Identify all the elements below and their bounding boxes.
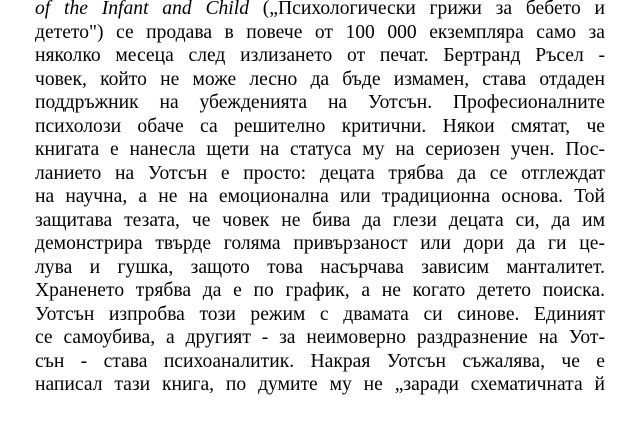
text-line: книгата е нанесла щети на статуса му на сериозен учен. Пос-: [35, 139, 605, 160]
text-line-content: („Психологически грижи за бебето и: [249, 0, 606, 19]
text-line: се самоубива, а другият - за неимоверно раздразнение на Уот-: [35, 327, 605, 348]
text-line: лува и гушка, защото това насърчава зависим манталитет.: [35, 256, 605, 278]
text-line: [35, 0, 605, 21]
text-line: демонстрира твърде голяма привързаност или дори да ги це-: [35, 233, 605, 254]
text-line: няколко месеца след излизането от печат. Бертранд Ръсел -: [35, 45, 605, 66]
text-line: написал тази книга, по думите му не „заради схематичната й: [35, 374, 605, 395]
text-line: поддръжник на убежденията на Уотсън. Професионалните: [35, 92, 605, 113]
text-line: защитава тезата, че човек не бива да глези децата си, да им: [35, 209, 605, 231]
text-line: Храненето трябва да е по график, а не когато детето поиска.: [35, 280, 605, 301]
text-line: детето") се продава в повече от 100 000 екземпляра само за: [35, 21, 605, 43]
text-line: човек, който не може лесно да бъде измамен, става отдаден: [35, 68, 605, 90]
body-text: [35, 0, 605, 397]
text-line: ланието на Уотсън е просто: децата трябва да се отглеждат: [35, 162, 605, 184]
text-line: Уотсън изпробва този режим с двамата си синове. Единият: [35, 303, 605, 325]
text-line: сън - става психоаналитик. Накрая Уотсън съжалява, че е: [35, 350, 605, 372]
book-title-italic: of the Infant and Child: [35, 0, 249, 19]
text-line: на научна, а не на емоционална или традиционна основа. Той: [35, 186, 605, 207]
text-line: психолози обаче са решително критични. Някои смятат, че: [35, 115, 605, 137]
